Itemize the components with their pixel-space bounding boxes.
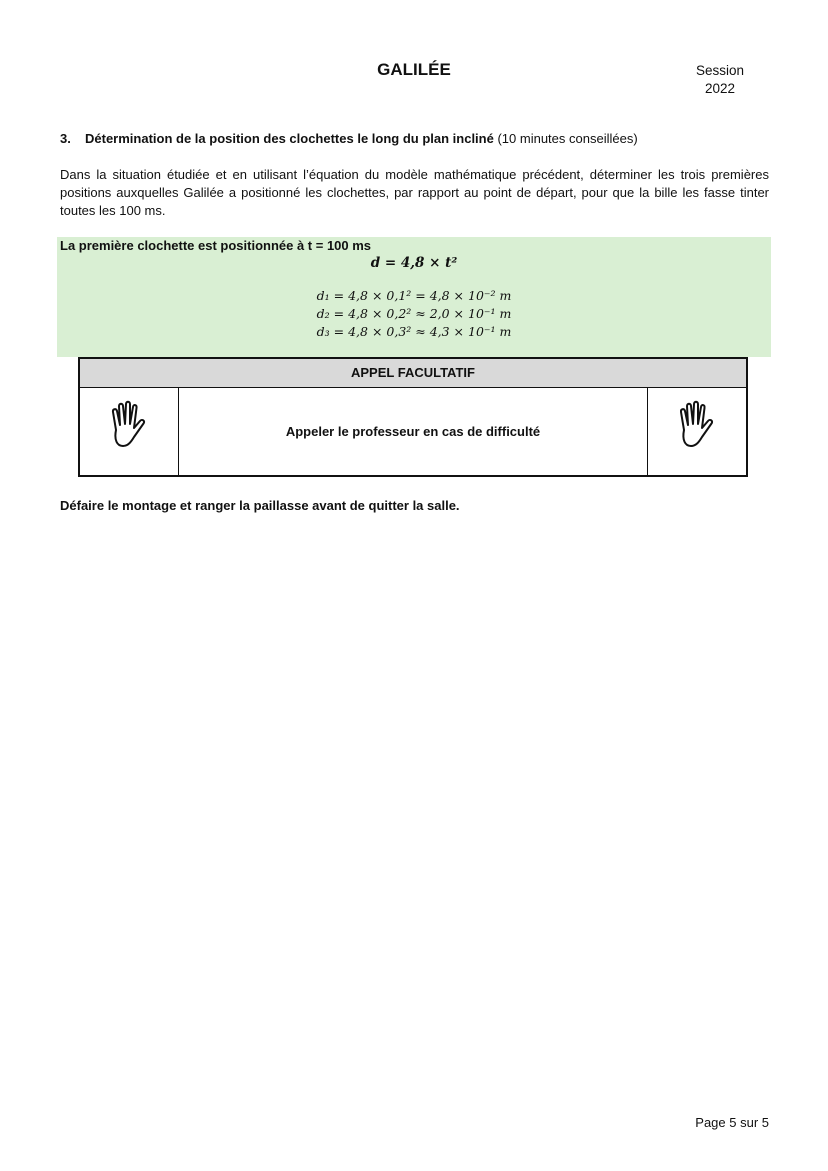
- raised-hand-icon: [104, 400, 154, 454]
- appel-text: Appeler le professeur en cas de difficulté: [285, 424, 541, 439]
- equation-line-1: d₁ = 4,8 × 0,1² = 4,8 × 10⁻² m: [316, 288, 512, 303]
- question-heading: [60, 131, 638, 146]
- question-title: Détermination de la position des clochettes le long du plan incliné: [85, 131, 494, 146]
- appel-facultatif-table: [78, 357, 748, 477]
- raised-hand-icon: [672, 400, 722, 454]
- question-text: Dans la situation étudiée et en utilisant l’équation du modèle mathématique précédent, déterminer les trois premières positions auxquelles Galilée a positionné les clochettes, par rapport au point de départ, pour que la bille les fasse tinter toutes les 100 ms.: [60, 167, 769, 218]
- question-number: 3.: [60, 131, 71, 146]
- equation-line-2: d₂ = 4,8 × 0,2² ≈ 2,0 × 10⁻¹ m: [316, 306, 512, 321]
- right-icon-cell: [647, 388, 746, 475]
- final-instruction: Défaire le montage et ranger la paillasse avant de quitter la salle.: [60, 498, 460, 513]
- session-year: 2022: [704, 81, 736, 96]
- equation-line-3: d₃ = 4,8 × 0,3² ≈ 4,3 × 10⁻¹ m: [316, 324, 512, 339]
- left-icon-cell: [80, 388, 179, 475]
- main-equation: d = 4,8 × t²: [370, 255, 458, 271]
- session-label: Session: [695, 63, 745, 78]
- appel-title: APPEL FACULTATIF: [80, 359, 746, 388]
- page-number: Page 5 sur 5: [695, 1115, 769, 1130]
- session-info: [680, 62, 760, 98]
- question-duration: (10 minutes conseillées): [497, 131, 638, 146]
- document-title: GALILÉE: [377, 60, 451, 79]
- answer-heading: La première clochette est positionnée à t = 100 ms: [60, 238, 372, 253]
